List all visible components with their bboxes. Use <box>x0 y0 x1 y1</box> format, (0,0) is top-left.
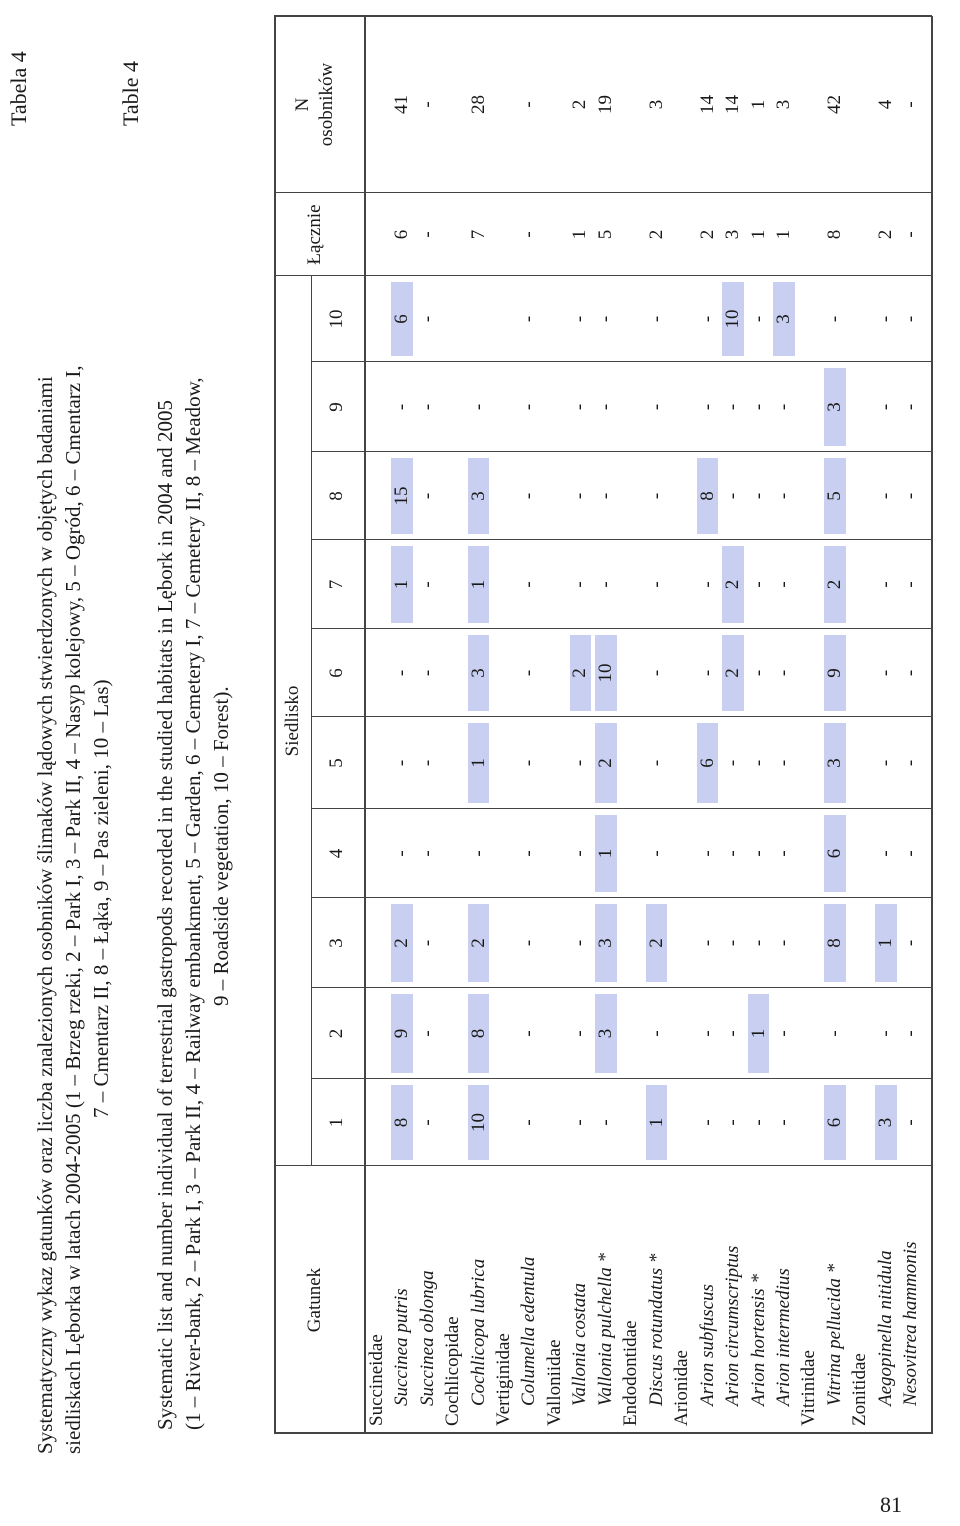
habitat-count: - <box>645 850 667 857</box>
habitat-count: - <box>747 492 769 500</box>
caption-pl-line-2: siedliskach Lęborka w latach 2004-2005 (1 – Brzeg rzeki, 2 – Park I, 3 – Park II, 4 – Nasyp kolejowy, 5 – Ogród, 6 – Cmentarz I, <box>61 365 85 1454</box>
habitat-count: 8 <box>823 938 845 948</box>
header-species: Gatunek <box>304 1267 325 1333</box>
habitat-count: - <box>722 850 744 857</box>
habitat-count: - <box>747 850 769 857</box>
habitat-count: - <box>569 759 591 767</box>
habitat-count: - <box>569 315 591 323</box>
habitat-count: - <box>874 669 896 677</box>
habitat-count: - <box>900 1119 922 1126</box>
habitat-count: - <box>416 403 438 411</box>
total-count: 1 <box>747 229 769 240</box>
individuals-count: - <box>416 101 438 108</box>
habitat-count: - <box>773 759 794 767</box>
habitat-count: - <box>645 315 667 323</box>
habitat-count: 1 <box>467 758 489 768</box>
total-count: 8 <box>823 229 845 240</box>
header-habitat-number: 1 <box>326 1117 347 1128</box>
habitat-header-divider <box>311 276 312 1166</box>
species-name: Succinea oblonga <box>416 1270 438 1406</box>
habitat-count: - <box>722 492 744 500</box>
habitat-count: - <box>874 403 896 411</box>
habitat-count: - <box>518 850 540 857</box>
habitat-count: - <box>696 315 718 323</box>
habitat-count: - <box>569 492 591 500</box>
habitat-count: - <box>747 581 769 588</box>
species-name: Vitrina pellucida * <box>823 1263 845 1406</box>
individuals-count: 28 <box>467 95 489 114</box>
header-habitat-number: 5 <box>326 758 347 768</box>
total-count: 3 <box>722 229 744 240</box>
individuals-count: 14 <box>722 95 744 114</box>
habitat-count: 6 <box>823 1117 845 1128</box>
habitat-count: - <box>569 1030 591 1037</box>
habitat-count: - <box>391 759 413 767</box>
habitat-count: 6 <box>391 314 413 324</box>
family-name: Endodontidae <box>620 1320 642 1426</box>
habitat-count: - <box>594 492 616 500</box>
habitat-count: - <box>747 403 769 411</box>
species-name: Aegopinella nitidula <box>874 1250 896 1406</box>
habitat-count: - <box>900 850 922 857</box>
table-border-left <box>274 1433 932 1435</box>
family-name: Arionidae <box>671 1350 693 1426</box>
habitat-count: - <box>900 403 922 411</box>
habitat-count: - <box>773 850 794 857</box>
habitat-count: 8 <box>391 1117 413 1128</box>
header-habitat: Siedlisko <box>282 685 303 757</box>
habitat-count: - <box>518 669 540 677</box>
habitat-count: 2 <box>645 938 667 948</box>
family-name: Succineidae <box>365 1334 387 1426</box>
habitat-count: - <box>722 1030 744 1037</box>
header-habitat-number: 2 <box>326 1028 347 1039</box>
habitat-count: 2 <box>722 668 744 678</box>
habitat-count: - <box>416 581 438 588</box>
habitat-count: 3 <box>823 758 845 768</box>
habitat-count: 9 <box>391 1028 413 1039</box>
individuals-count: 1 <box>747 99 769 110</box>
habitat-count: 2 <box>594 758 616 768</box>
habitat-count: - <box>416 669 438 677</box>
habitat-count: 6 <box>823 848 845 859</box>
habitat-count: 2 <box>823 579 845 590</box>
table-label-en: Table 4 <box>118 60 143 126</box>
habitat-count: 8 <box>696 491 718 501</box>
habitat-count: - <box>874 315 896 323</box>
species-name: Arion subfuscus <box>696 1284 718 1406</box>
habitat-count: 10 <box>594 663 616 683</box>
family-name: Vertiginidae <box>493 1333 514 1426</box>
habitat-count: 3 <box>773 314 794 324</box>
habitat-count: - <box>518 759 540 767</box>
header-n: N <box>292 97 313 112</box>
habitat-count: - <box>645 669 667 677</box>
habitat-count: - <box>773 939 794 947</box>
habitat-count: - <box>594 403 616 411</box>
habitat-count: - <box>900 939 922 947</box>
caption-en-line-3: 9 – Roadside vegetation, 10 – Forest). <box>209 686 233 1006</box>
species-name: Arion hortensis * <box>747 1274 769 1406</box>
family-name: Cochlicopidae <box>442 1316 464 1426</box>
habitat-count: - <box>467 850 489 857</box>
species-name: Columella edentula <box>518 1256 540 1406</box>
species-name: Cochlicopa lubrica <box>467 1258 489 1406</box>
habitat-count: - <box>645 1030 667 1037</box>
habitat-count: 2 <box>391 938 413 948</box>
habitat-count: - <box>900 315 922 323</box>
habitat-count: 1 <box>747 1028 769 1039</box>
page-number: 81 <box>880 1492 902 1517</box>
total-count: 5 <box>594 229 616 240</box>
habitat-count: - <box>900 759 922 767</box>
total-count: 6 <box>391 229 413 240</box>
total-count: - <box>416 231 438 238</box>
total-count: 1 <box>569 229 591 240</box>
habitat-count: 2 <box>569 668 591 678</box>
habitat-count: - <box>645 759 667 767</box>
habitat-count: - <box>416 315 438 323</box>
habitat-count: - <box>747 315 769 323</box>
family-name: Zonitidae <box>849 1353 871 1426</box>
habitat-count: - <box>518 1030 540 1037</box>
habitat-count: - <box>874 581 896 588</box>
habitat-count: - <box>773 492 794 500</box>
header-habitat-number: 3 <box>326 938 347 948</box>
family-name: Valloniidae <box>543 1339 565 1426</box>
individuals-count: 3 <box>645 99 667 110</box>
header-habitat-number: 10 <box>326 309 347 329</box>
header-total: Łącznie <box>304 204 325 265</box>
habitat-count: - <box>722 759 744 767</box>
caption-pl-line-1: Systematyczny wykaz gatunków oraz liczba znalezionych osobników ślimaków lądowych stwierdzonych w objętych badaniami <box>33 376 57 1454</box>
habitat-count: - <box>518 581 540 588</box>
habitat-count: - <box>391 669 413 677</box>
habitat-count: - <box>874 850 896 857</box>
habitat-count: 1 <box>594 848 616 859</box>
individuals-count: 2 <box>569 99 591 110</box>
header-habitat-number: 8 <box>326 491 347 501</box>
habitat-count: - <box>569 581 591 588</box>
habitat-count: - <box>467 403 489 411</box>
habitat-count: - <box>416 939 438 947</box>
habitat-count: - <box>722 403 744 411</box>
habitat-count: - <box>696 669 718 677</box>
species-name: Arion circumscriptus <box>722 1245 744 1406</box>
habitat-count: - <box>416 1030 438 1037</box>
individuals-count: 3 <box>773 99 794 110</box>
header-habitat-number: 4 <box>326 848 347 859</box>
table-border-top <box>274 16 276 1434</box>
table-border-bottom <box>931 16 933 1434</box>
habitat-count: 15 <box>391 486 413 506</box>
habitat-count: - <box>645 581 667 588</box>
total-count: - <box>518 231 540 238</box>
habitat-count: - <box>696 1030 718 1037</box>
habitat-count: - <box>594 315 616 323</box>
individuals-count: - <box>900 101 922 108</box>
habitat-count: - <box>874 492 896 500</box>
total-count: 7 <box>467 229 489 240</box>
habitat-count: - <box>823 315 845 323</box>
species-name: Discus rotundatus * <box>645 1253 667 1406</box>
individuals-count: 14 <box>696 95 718 114</box>
habitat-count: - <box>747 759 769 767</box>
table-label-pl: Tabela 4 <box>6 51 31 126</box>
species-name: Nesovitrea hammonis <box>900 1241 922 1406</box>
individuals-count: 41 <box>391 95 413 114</box>
header-habitat-number: 9 <box>326 402 347 412</box>
habitat-count: 3 <box>467 668 489 678</box>
header-divider <box>364 16 366 1434</box>
habitat-count: 9 <box>823 668 845 678</box>
habitat-count: 6 <box>696 758 718 768</box>
habitat-count: - <box>416 492 438 500</box>
habitat-count: - <box>518 492 540 500</box>
habitat-count: - <box>569 939 591 947</box>
individuals-count: 19 <box>594 95 616 114</box>
habitat-count: - <box>569 850 591 857</box>
species-name: Succinea putris <box>391 1288 413 1406</box>
habitat-count: - <box>773 403 794 411</box>
habitat-count: - <box>747 669 769 677</box>
habitat-count: - <box>773 1119 794 1126</box>
species-name: Vallonia pulchella * <box>594 1252 616 1406</box>
habitat-count: - <box>874 759 896 767</box>
individuals-count: - <box>518 101 540 108</box>
habitat-count: - <box>416 850 438 857</box>
header-habitat-number: 6 <box>326 668 347 678</box>
habitat-count: 10 <box>722 309 744 329</box>
total-count: - <box>900 231 922 238</box>
habitat-count: - <box>391 403 413 411</box>
habitat-count: 2 <box>467 938 489 948</box>
habitat-count: - <box>518 1119 540 1126</box>
species-name: Vallonia costata <box>569 1283 591 1406</box>
habitat-count: 1 <box>391 579 413 590</box>
habitat-count: - <box>773 581 794 588</box>
habitat-count: 1 <box>645 1117 667 1128</box>
habitat-count: - <box>594 581 616 588</box>
habitat-count: - <box>722 939 744 947</box>
habitat-count: 3 <box>594 1028 616 1039</box>
habitat-count: 3 <box>823 402 845 412</box>
habitat-count: - <box>518 315 540 323</box>
habitat-count: - <box>391 850 413 857</box>
habitat-count: 3 <box>874 1117 896 1128</box>
habitat-count: - <box>696 581 718 588</box>
habitat-count: - <box>900 581 922 588</box>
habitat-count: - <box>696 1119 718 1126</box>
habitat-count: - <box>518 403 540 411</box>
habitat-count: 1 <box>874 938 896 948</box>
habitat-count: - <box>416 1119 438 1126</box>
habitat-count: - <box>696 850 718 857</box>
habitat-count: - <box>773 1030 794 1037</box>
habitat-count: - <box>696 403 718 411</box>
habitat-count: - <box>594 1119 616 1126</box>
total-count: 2 <box>645 229 667 240</box>
total-count: 1 <box>773 229 794 240</box>
species-name: Arion intermedius <box>773 1268 794 1406</box>
habitat-count: - <box>722 1119 744 1126</box>
habitat-count: - <box>569 403 591 411</box>
habitat-count: 1 <box>467 579 489 590</box>
habitat-count: - <box>874 1030 896 1037</box>
habitat-count: - <box>645 403 667 411</box>
habitat-count: 3 <box>467 491 489 501</box>
habitat-count: - <box>900 1030 922 1037</box>
caption-pl-line-3: 7 – Cmentarz II, 8 – Łąka, 9 – Pas zieleni, 10 – Las) <box>89 679 113 1118</box>
habitat-count: - <box>696 939 718 947</box>
individuals-count: 42 <box>823 95 845 114</box>
habitat-count: 10 <box>467 1113 489 1132</box>
caption-en-line-2: (1 – River-bank, 2 – Park I, 3 – Park II, 4 – Railway embankment, 5 – Garden, 6 – Cemetery I, 7 – Cemetery II, 8 – Meadow, <box>181 377 205 1430</box>
habitat-count: - <box>518 939 540 947</box>
header-habitat-number: 7 <box>326 579 347 590</box>
habitat-count: - <box>747 939 769 947</box>
header-n-sub: osobników <box>316 62 337 147</box>
habitat-count: 8 <box>467 1028 489 1039</box>
species-table <box>274 16 932 1434</box>
habitat-count: 2 <box>722 579 744 590</box>
total-count: 2 <box>874 229 896 240</box>
habitat-count: - <box>823 1030 845 1037</box>
habitat-count: - <box>416 759 438 767</box>
habitat-count: 3 <box>594 938 616 948</box>
family-name: Vitrinidae <box>798 1350 820 1426</box>
habitat-count: - <box>747 1119 769 1126</box>
habitat-count: - <box>900 669 922 677</box>
habitat-count: - <box>569 1119 591 1126</box>
individuals-count: 4 <box>874 99 896 110</box>
habitat-count: 5 <box>823 491 845 501</box>
habitat-count: - <box>645 492 667 500</box>
caption-en-line-1: Systematic list and number individual of terrestrial gastropods recorded in the studied habitats in Lębork in 2004 and 2005 <box>153 400 177 1430</box>
habitat-count: - <box>900 492 922 500</box>
total-count: 2 <box>696 229 718 240</box>
habitat-count: - <box>773 669 794 677</box>
